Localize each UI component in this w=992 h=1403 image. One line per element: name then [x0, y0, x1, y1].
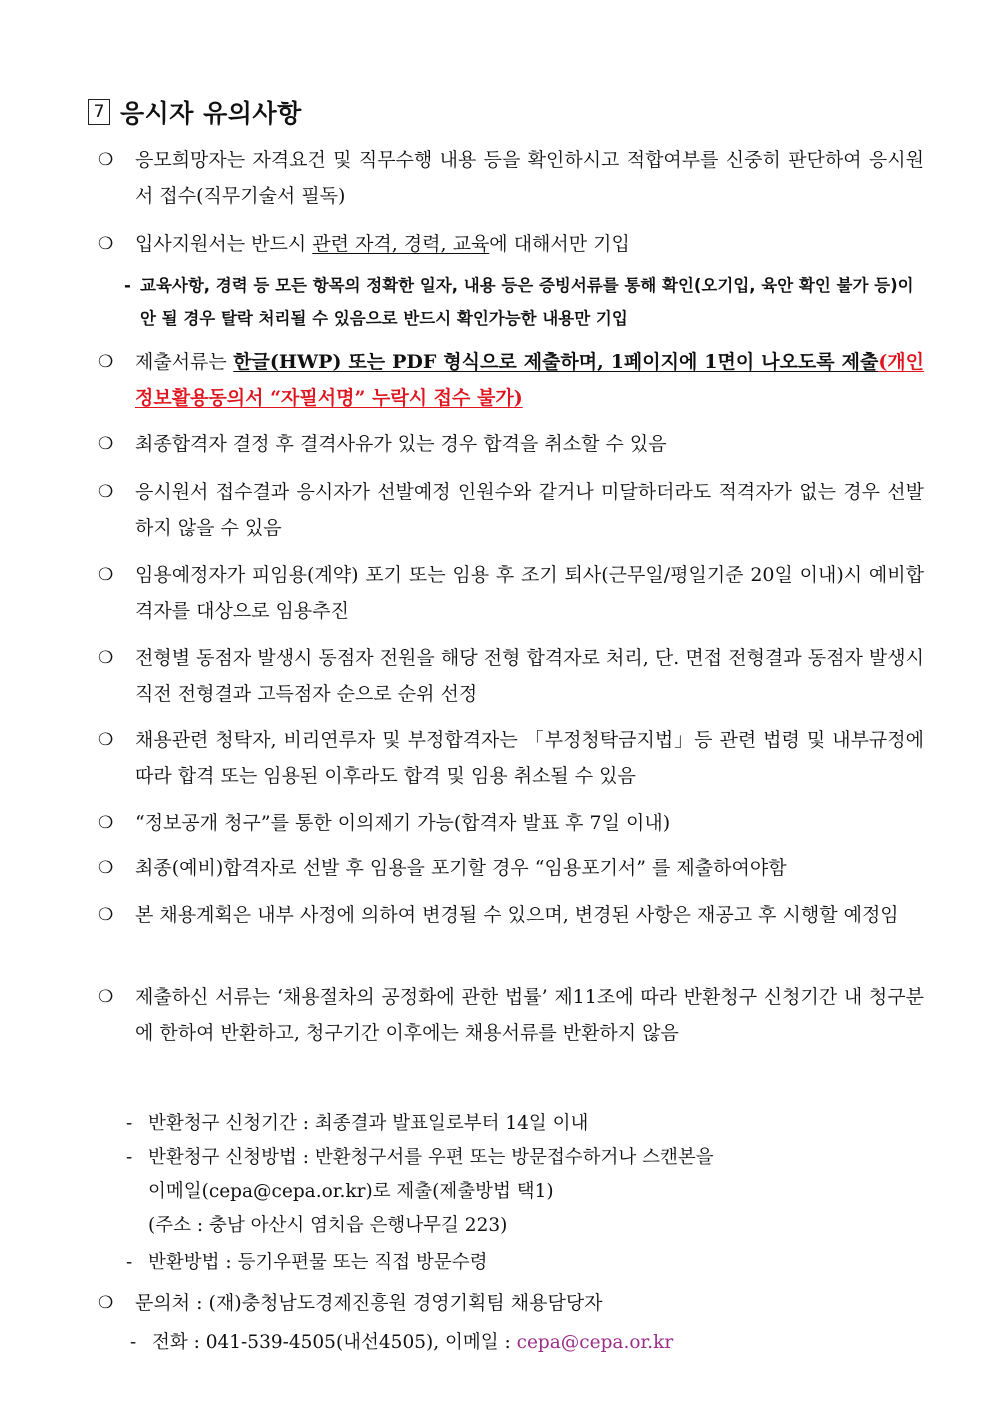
item-text: 채용관련 청탁자, 비리연루자 및 부정합격자는 「부정청탁금지법」등 관련 법령 및 내부규정에 따라 합격 또는 임용된 이후라도 합격 및 임용 취소될 수 있음 [135, 729, 924, 787]
return-period: - 반환청구 신청기간 : 최종결과 발표일로부터 14일 이내 [126, 1107, 926, 1141]
contact-item [98, 1285, 924, 1321]
bullet-icon: ❍ [98, 730, 114, 750]
warning-text: (개인정보활용동의서 “자필서명” 누락시 접수 불가) [135, 351, 925, 409]
item-text: 응시원서 접수결과 응시자가 선발예정 인원수와 같거나 미달하더라도 적격자가 없는 경우 선발하지 않을 수 있음 [135, 481, 924, 539]
format-requirement: 한글(HWP) 또는 PDF 형식으로 제출하며, 1페이지에 1면이 나오도록 제출 [233, 351, 879, 373]
dash-marker: - [126, 1252, 133, 1273]
dash-marker: - [126, 1113, 133, 1134]
item-text: 전형별 동점자 발생시 동점자 전원을 해당 전형 합격자로 처리, 단. 면접 전형결과 동점자 발생시 직전 전형결과 고득점자 순으로 순위 선정 [135, 647, 924, 705]
section-title: 응시자 유의사항 [120, 99, 302, 128]
bullet-icon: ❍ [98, 1293, 114, 1313]
item-text: 제출하신 서류는 ‘채용절차의 공정화에 관한 법률’ 제11조에 따라 반환청구 신청기간 내 청구분에 한하여 반환하고, 청구기간 이후에는 채용서류를 반환하지 않음 [135, 986, 924, 1044]
bullet-icon: ❍ [98, 905, 114, 925]
bullet-icon: ❍ [98, 352, 114, 372]
bullet-icon: ❍ [98, 434, 114, 454]
section-number: 7 [88, 99, 110, 125]
bullet-icon: ❍ [98, 150, 114, 170]
list-item [98, 344, 924, 416]
bullet-icon: ❍ [98, 482, 114, 502]
list-item [98, 474, 924, 546]
list-item [98, 142, 924, 214]
list-item [98, 426, 924, 462]
item-text: 제출서류는 한글(HWP) 또는 PDF 형식으로 제출하며, 1페이지에 1면이 나오도록 제출(개인정보활용동의서 “자필서명” 누락시 접수 불가) [135, 351, 925, 409]
section-heading [88, 94, 302, 130]
list-item [98, 805, 924, 841]
dash-marker: - [124, 276, 131, 295]
contact-phone: - 전화 : 041-539-4505(내선4505), 이메일 : cepa@cepa.or.kr [130, 1326, 930, 1360]
item-text: 응모희망자는 자격요건 및 직무수행 내용 등을 확인하시고 적합여부를 신중히 판단하여 응시원서 접수(직무기술서 필독) [135, 149, 924, 207]
return-method: - 반환청구 신청방법 : 반환청구서를 우편 또는 방문접수하거나 스캔본을 이메일(cepa@cepa.or.kr)로 제출(제출방법 택1) (주소 : 충남 아산시 염치읍 은행나무길 223) [126, 1141, 926, 1243]
bullet-icon: ❍ [98, 648, 114, 668]
dash-marker: - [130, 1332, 137, 1353]
contact-label: 문의처 : (재)충청남도경제진흥원 경영기획팀 채용담당자 [135, 1292, 603, 1314]
bullet-icon: ❍ [98, 858, 114, 878]
item-text: 최종(예비)합격자로 선발 후 임용을 포기할 경우 “임용포기서” 를 제출하여야함 [135, 857, 787, 879]
list-item [98, 897, 924, 933]
bullet-icon: ❍ [98, 565, 114, 585]
email-link[interactable]: cepa@cepa.or.kr [516, 1332, 674, 1353]
item-text: “정보공개 청구”를 통한 이의제기 가능(합격자 발표 후 7일 이내) [135, 812, 671, 834]
item-text: 본 채용계획은 내부 사정에 의하여 변경될 수 있으며, 변경된 사항은 재공고 후 시행할 예정임 [135, 904, 899, 926]
list-item [98, 979, 924, 1051]
dash-marker: - [126, 1147, 133, 1168]
list-item [98, 850, 924, 886]
item-text: 최종합격자 결정 후 결격사유가 있는 경우 합격을 취소할 수 있음 [135, 433, 667, 455]
return-delivery: - 반환방법 : 등기우편물 또는 직접 방문수령 [126, 1246, 926, 1280]
list-item [98, 640, 924, 712]
list-item [98, 226, 924, 262]
item-text: 임용예정자가 피임용(계약) 포기 또는 임용 후 조기 퇴사(근무일/평일기준 20일 이내)시 예비합격자를 대상으로 임용추진 [135, 564, 924, 622]
note-text: 교육사항, 경력 등 모든 항목의 정확한 일자, 내용 등은 증빙서류를 통해 확인(오기입, 육안 확인 불가 등)이 안 될 경우 탈락 처리될 수 있음으로 반드시 확인가능한 내용만 기입 [140, 276, 914, 328]
bullet-icon: ❍ [98, 987, 114, 1007]
bullet-icon: ❍ [98, 813, 114, 833]
item-note [124, 269, 924, 335]
list-item [98, 557, 924, 629]
bullet-icon: ❍ [98, 234, 114, 254]
list-item [98, 722, 924, 794]
item-text: 입사지원서는 반드시 관련 자격, 경력, 교육에 대해서만 기입 [135, 233, 630, 255]
